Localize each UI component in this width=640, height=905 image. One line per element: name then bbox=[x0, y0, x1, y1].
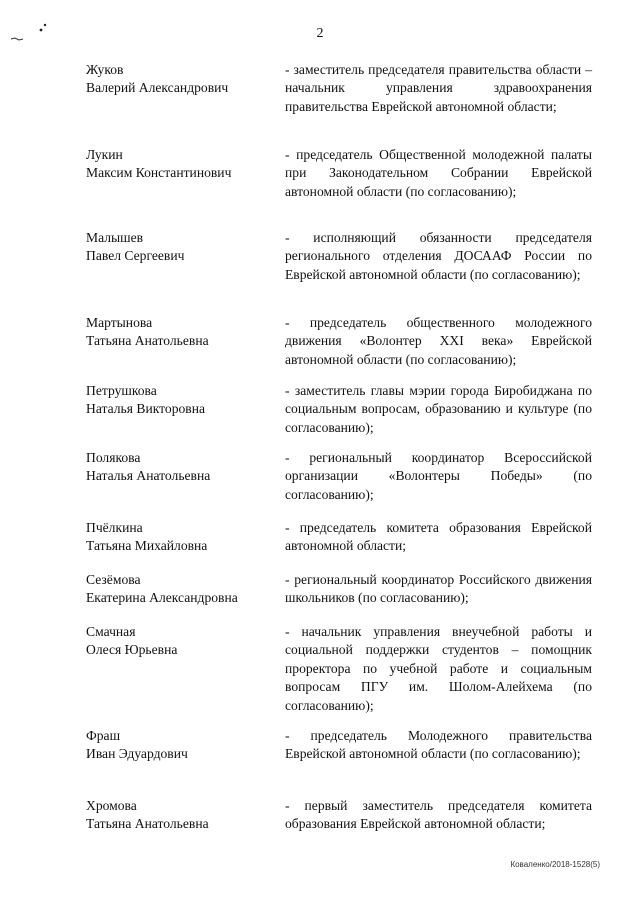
member-given-names: Павел Сергеевич bbox=[86, 248, 185, 264]
member-name bbox=[86, 61, 276, 98]
member-surname: Малышев bbox=[86, 230, 144, 245]
member-given-names: Максим Константинович bbox=[86, 165, 232, 181]
member-role: - региональный координатор Всероссийской организации «Волонтеры Победы» (по согласованию); bbox=[285, 450, 592, 502]
member-role: - председатель комитета образования Еврейской автономной области; bbox=[285, 520, 592, 554]
member-role: - председатель Общественной молодежной палаты при Законодательном Собрании Еврейской автономной области (по согласованию); bbox=[285, 147, 592, 199]
member-name bbox=[86, 519, 276, 556]
member-given-names: Татьяна Михайловна bbox=[86, 538, 208, 554]
member-role: - заместитель главы мэрии города Биробиджана по социальным вопросам, образованию и культуре (по согласованию); bbox=[285, 383, 592, 435]
member-surname: Мартынова bbox=[86, 315, 153, 330]
member-name bbox=[86, 571, 276, 608]
member-surname: Смачная bbox=[86, 624, 136, 639]
member-role: - начальник управления внеучебной работы и социальной поддержки студентов – помощник проректора по учебной работе и социальным вопросам ПГУ им. Шолом-Алейхема (по согласованию); bbox=[285, 624, 592, 713]
member-surname: Петрушкова bbox=[86, 383, 157, 398]
member-given-names: Татьяна Анатольевна bbox=[86, 816, 209, 832]
member-given-names: Татьяна Анатольевна bbox=[86, 333, 209, 349]
member-role: - председатель общественного молодежного движения «Волонтер XXI века» Еврейской автономной области (по согласованию); bbox=[285, 315, 592, 367]
member-surname: Жуков bbox=[86, 62, 124, 77]
member-surname: Фраш bbox=[86, 728, 121, 743]
member-surname: Хромова bbox=[86, 798, 137, 813]
member-surname: Полякова bbox=[86, 450, 141, 465]
member-surname: Пчёлкина bbox=[86, 520, 143, 535]
member-name bbox=[86, 382, 276, 419]
member-name bbox=[86, 449, 276, 486]
member-given-names: Олеся Юрьевна bbox=[86, 642, 178, 658]
member-given-names: Иван Эдуардович bbox=[86, 746, 188, 762]
member-role: - первый заместитель председателя комитета образования Еврейской автономной области; bbox=[285, 798, 592, 832]
member-surname: Сезёмова bbox=[86, 572, 141, 587]
member-surname: Лукин bbox=[86, 147, 123, 162]
member-name bbox=[86, 623, 276, 660]
page-number: 2 bbox=[316, 26, 324, 41]
member-name bbox=[86, 146, 276, 183]
member-name bbox=[86, 229, 276, 266]
member-given-names: Екатерина Александровна bbox=[86, 590, 238, 606]
member-given-names: Наталья Викторовна bbox=[86, 401, 206, 417]
member-name bbox=[86, 314, 276, 351]
member-name bbox=[86, 727, 276, 764]
document-reference-code: Коваленко/2018-1528(5) bbox=[510, 860, 600, 869]
member-role: - исполняющий обязанности председателя регионального отделения ДОСААФ России по Еврейской автономной области (по согласованию); bbox=[285, 230, 592, 282]
member-given-names: Валерий Александрович bbox=[86, 80, 229, 96]
member-name bbox=[86, 797, 276, 834]
member-given-names: Наталья Анатольевна bbox=[86, 468, 211, 484]
member-role: - заместитель председателя правительства области – начальник управления здравоохранения правительства Еврейской автономной области; bbox=[285, 62, 592, 114]
member-role: - председатель Молодежного правительства Еврейской автономной области (по согласованию); bbox=[285, 728, 592, 762]
member-role: - региональный координатор Российского движения школьников (по согласованию); bbox=[285, 572, 592, 606]
